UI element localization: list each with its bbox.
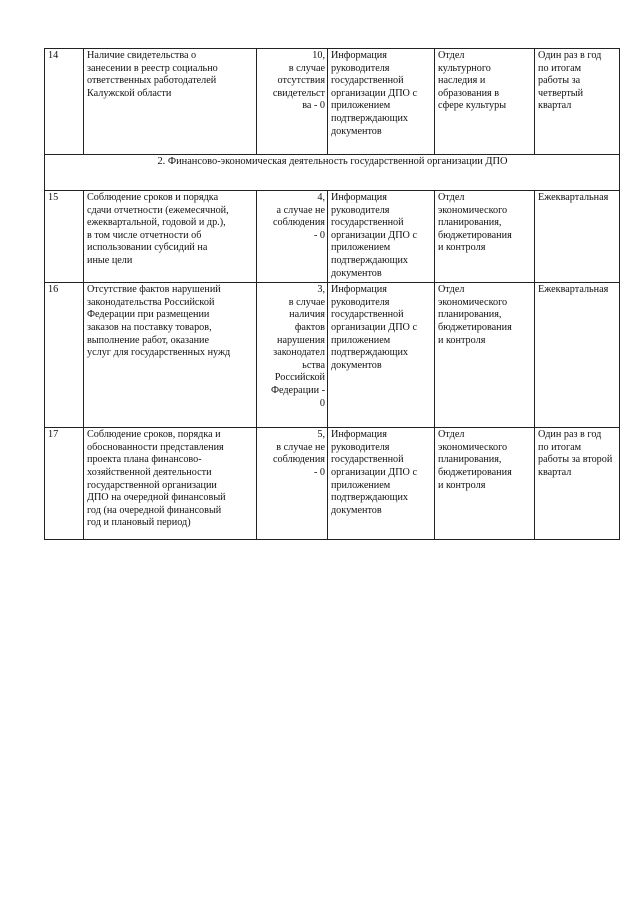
criterion-value: 4, а случае не соблюдения - 0 [257, 191, 328, 283]
row-number: 17 [45, 428, 84, 540]
criterion-name: Соблюдение сроков, порядка и обоснованности представления проекта плана финансово- хозяйственной деятельности государственной организации ДПО на очередной финансовый год (на очередной финансовый год и плановый период) [84, 428, 257, 540]
section-heading: 2. Финансово-экономическая деятельность государственной организации ДПО [45, 155, 620, 191]
criterion-value: 3, в случае наличия фактов нарушения законодател ьства Российской Федерации - 0 [257, 283, 328, 428]
table-row [45, 191, 620, 283]
table-row [45, 283, 620, 428]
criterion-value: 10, в случае отсутствия свидетельст ва - 0 [257, 49, 328, 155]
responsible-department: Отдел экономического планирования, бюджетирования и контроля [435, 191, 535, 283]
responsible-department: Отдел экономического планирования, бюджетирования и контроля [435, 283, 535, 428]
criteria-table [44, 48, 620, 540]
information-source: Информация руководителя государственной организации ДПО с приложением подтверждающих документов [328, 191, 435, 283]
information-source: Информация руководителя государственной организации ДПО с приложением подтверждающих документов [328, 49, 435, 155]
information-source: Информация руководителя государственной организации ДПО с приложением подтверждающих документов [328, 283, 435, 428]
reporting-period: Ежеквартальная [535, 191, 620, 283]
criterion-name: Отсутствие фактов нарушений законодательства Российской Федерации при размещении заказов на поставку товаров, выполнение работ, оказание услуг для государственных нужд [84, 283, 257, 428]
criterion-value: 5, в случае не соблюдения - 0 [257, 428, 328, 540]
table-row [45, 428, 620, 540]
row-number: 14 [45, 49, 84, 155]
reporting-period: Один раз в год по итогам работы за второй квартал [535, 428, 620, 540]
information-source: Информация руководителя государственной организации ДПО с приложением подтверждающих документов [328, 428, 435, 540]
reporting-period: Один раз в год по итогам работы за четвертый квартал [535, 49, 620, 155]
criterion-name: Соблюдение сроков и порядка сдачи отчетности (ежемесячной, ежеквартальной, годовой и др.), в том числе отчетности об использовании субсидий на иные цели [84, 191, 257, 283]
row-number: 16 [45, 283, 84, 428]
section-row [45, 155, 620, 191]
table-row [45, 49, 620, 155]
row-number: 15 [45, 191, 84, 283]
criterion-name: Наличие свидетельства о занесении в реестр социально ответственных работодателей Калужской области [84, 49, 257, 155]
responsible-department: Отдел культурного наследия и образования в сфере культуры [435, 49, 535, 155]
reporting-period: Ежеквартальная [535, 283, 620, 428]
responsible-department: Отдел экономического планирования, бюджетирования и контроля [435, 428, 535, 540]
